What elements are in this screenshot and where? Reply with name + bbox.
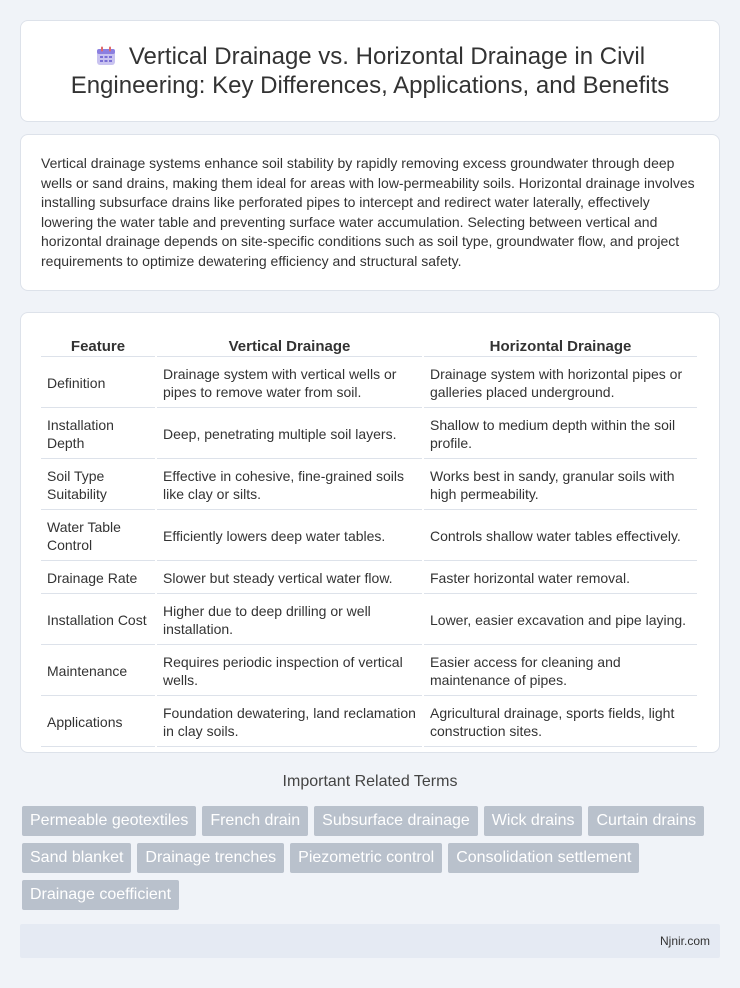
vertical-cell: Foundation dewatering, land reclamation in clay soils. <box>157 698 422 747</box>
table-row <box>41 596 697 645</box>
comparison-table <box>39 331 699 749</box>
table-row <box>41 563 697 594</box>
vertical-cell: Deep, penetrating multiple soil layers. <box>157 410 422 459</box>
summary-text: Vertical drainage systems enhance soil stability by rapidly removing excess groundwater through deep wells or sand drains, making them ideal for areas with low-permeability soils. Horizontal drainage involves installing subsurface drains like perforated pipes to intercept and redirect water laterally, effectively lowering the water table and preventing surface water accumulation. Selecting between vertical and horizontal drainage depends on site-specific conditions such as soil type, groundwater flow, and project requirements to optimize dewatering efficiency and structural safety. <box>41 155 695 269</box>
feature-cell: Water Table Control <box>41 512 155 561</box>
horizontal-cell: Faster horizontal water removal. <box>424 563 697 594</box>
related-term-tag[interactable]: Consolidation settlement <box>448 843 639 873</box>
horizontal-cell: Drainage system with horizontal pipes or galleries placed underground. <box>424 359 697 408</box>
feature-cell: Installation Depth <box>41 410 155 459</box>
related-terms-list <box>22 806 722 917</box>
feature-cell: Installation Cost <box>41 596 155 645</box>
page-title-text: Vertical Drainage vs. Horizontal Drainage in Civil Engineering: Key Differences, Applications, and Benefits <box>70 43 670 99</box>
feature-cell: Maintenance <box>41 647 155 696</box>
vertical-cell: Higher due to deep drilling or well installation. <box>157 596 422 645</box>
horizontal-cell: Lower, easier excavation and pipe laying. <box>424 596 697 645</box>
related-term-tag[interactable]: Curtain drains <box>588 806 704 836</box>
related-term-tag[interactable]: Piezometric control <box>290 843 442 873</box>
header-horizontal-drainage: Horizontal Drainage <box>424 333 697 357</box>
vertical-cell: Slower but steady vertical water flow. <box>157 563 422 594</box>
related-terms-heading: Important Related Terms <box>282 773 458 790</box>
table-row <box>41 359 697 408</box>
header-feature: Feature <box>41 333 155 357</box>
feature-cell: Drainage Rate <box>41 563 155 594</box>
page-title <box>45 42 695 100</box>
comparison-table-card <box>20 312 720 753</box>
calendar-icon <box>95 45 117 67</box>
horizontal-cell: Shallow to medium depth within the soil profile. <box>424 410 697 459</box>
related-term-tag[interactable]: Wick drains <box>484 806 583 836</box>
feature-cell: Definition <box>41 359 155 408</box>
related-term-tag[interactable]: Sand blanket <box>22 843 131 873</box>
related-term-tag[interactable]: Permeable geotextiles <box>22 806 196 836</box>
table-row <box>41 410 697 459</box>
vertical-cell: Requires periodic inspection of vertical wells. <box>157 647 422 696</box>
related-term-tag[interactable]: Drainage coefficient <box>22 880 179 910</box>
related-term-tag[interactable]: Subsurface drainage <box>314 806 478 836</box>
table-row <box>41 647 697 696</box>
feature-cell: Soil Type Suitability <box>41 461 155 510</box>
vertical-cell: Efficiently lowers deep water tables. <box>157 512 422 561</box>
vertical-cell: Effective in cohesive, fine-grained soils like clay or silts. <box>157 461 422 510</box>
horizontal-cell: Easier access for cleaning and maintenance of pipes. <box>424 647 697 696</box>
title-card <box>20 20 720 122</box>
table-row <box>41 461 697 510</box>
horizontal-cell: Agricultural drainage, sports fields, light construction sites. <box>424 698 697 747</box>
footer <box>20 924 720 958</box>
footer-site-name[interactable]: Njnir.com <box>659 934 710 948</box>
related-term-tag[interactable]: Drainage trenches <box>137 843 284 873</box>
table-row <box>41 512 697 561</box>
horizontal-cell: Works best in sandy, granular soils with high permeability. <box>424 461 697 510</box>
table-row <box>41 698 697 747</box>
summary-card <box>20 134 720 291</box>
header-vertical-drainage: Vertical Drainage <box>157 333 422 357</box>
feature-cell: Applications <box>41 698 155 747</box>
horizontal-cell: Controls shallow water tables effectively. <box>424 512 697 561</box>
vertical-cell: Drainage system with vertical wells or pipes to remove water from soil. <box>157 359 422 408</box>
related-term-tag[interactable]: French drain <box>202 806 308 836</box>
table-header-row <box>41 333 697 357</box>
